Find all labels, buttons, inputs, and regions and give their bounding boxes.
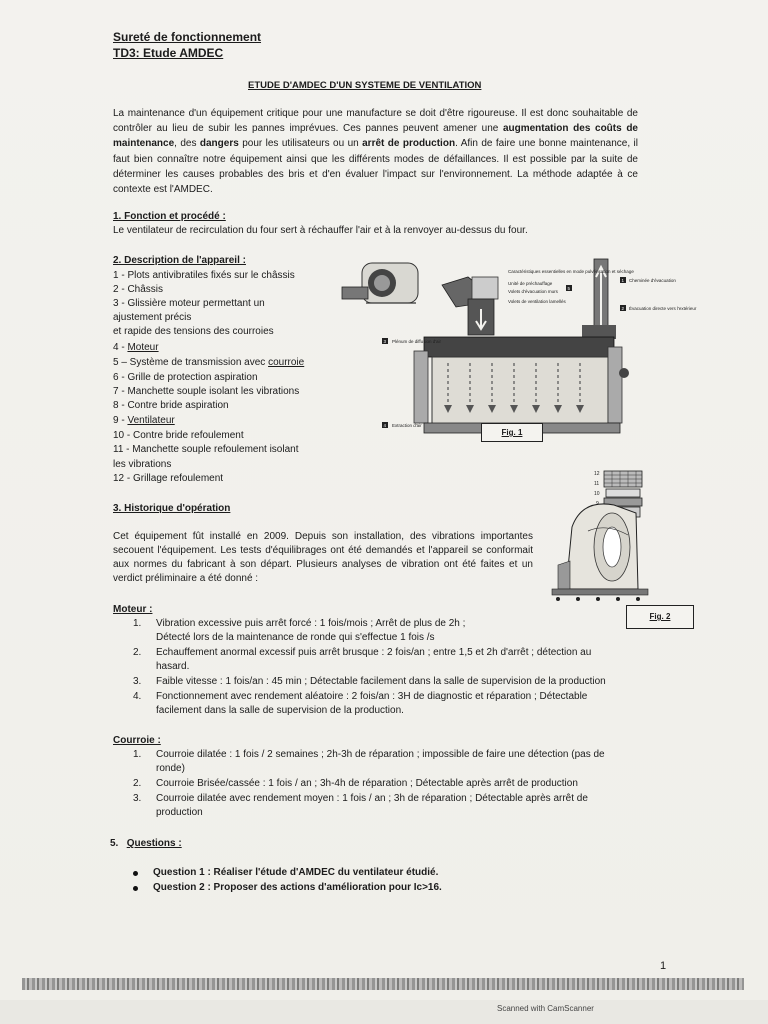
course-title: Sureté de fonctionnement [113,30,262,44]
scanner-watermark: Scanned with CamScanner [497,1004,594,1013]
figure-1-diagram [336,255,697,445]
section3-title: 3. Historique d'opération [113,503,231,514]
callout-number: 3 [383,339,387,344]
list-item: 7 - Manchette souple isolant les vibrations [113,386,300,397]
list-item: 11 - Manchette souple refoulement isolant [113,444,299,455]
section2-title: 2. Description de l'appareil : [113,255,246,266]
list-item: 5 – Système de transmission avec courroie [113,357,305,368]
questions-heading: 5. Questions : [110,838,182,849]
callout-text: Caractéristiques essentielles en mode pulvérisation et séchage [508,269,634,274]
figure-1-label: Fig. 1 [481,423,543,442]
callout-text: Extraction d'air [392,423,422,428]
courroie-title: Courroie : [113,735,161,746]
list-item: ajustement précis [113,312,192,323]
list-item: 9 - Ventilateur [113,415,175,426]
list-item: 8 - Contre bride aspiration [113,400,229,411]
callout-number: 4 [383,423,387,428]
callout-text: Plénum de diffusion d'air [392,339,442,344]
list-item: 12 - Grillage refoulement [113,473,224,484]
td-title: TD3: Etude AMDEC [113,46,224,60]
callout-text: Unité de préchauffage [508,281,553,286]
list-item: 10 - Contre bride refoulement [113,430,244,441]
list-item: les vibrations [113,459,172,470]
section3-text: Cet équipement fût installé en 2009. Depuis son installation, des vibrations importantes secouent l'équipement. Les tests d'équilibrages ont été demandés et l'appareil se conformait aux normes du fabricant à son départ. Plusieurs analyses de vibration ont été faites et un verdict préliminaire a été donné : [113,531,533,584]
list-item: 6 - Grille de protection aspiration [113,372,258,383]
fan-assembly-drawing [552,471,648,601]
callout-number: 12 [594,471,600,477]
moteur-title: Moteur : [113,604,153,615]
callout-text: Cheminée d'évacuation [629,278,676,283]
list-item: 4 - Moteur [113,342,159,353]
page-bottom-edge [22,978,744,990]
callout-number: 1 [621,278,625,283]
list-item: 2 - Châssis [113,284,164,295]
callout-number: 9 [596,501,599,507]
intro-paragraph: La maintenance d'un équipement critique pour une manufacture se doit d'être rigoureuse. Il est donc souhaitable de contrôler au lieu de subir les pannes imprévues. Ces pannes peuvent amener une augmentation des coûts de maintenance, des dangers pour les utilisateurs ou un arrêt de production. Afin de faire une bonne maintenance, il faut bien connaître notre équipement ainsi que les différents modes de défaillances. Il est possible par la suite de déterminer les causes probables des bris et d'en évaluer l'impact sur l'environnement. La méthode adaptée à ce contexte est l'AMDEC. [113,108,638,196]
list-item: 1 - Plots antivibratiles fixés sur le châssis [113,270,295,281]
callout-text: Évacuation directe vers l'extérieur [629,306,697,311]
figure-2-diagram [542,465,672,613]
callout-text: Volets de ventilation lamellés [508,299,566,304]
callout-number: 2 [621,306,625,311]
list-item: 3 - Glissière moteur permettant un [113,298,265,309]
section1-text: Le ventilateur de recirculation du four sert à réchauffer l'air et à la renvoyer au-dessus du four. [113,225,528,236]
page-title: ETUDE D'AMDEC D'UN SYSTEME DE VENTILATION [248,80,482,91]
section1-title: 1. Fonction et procédé : [113,211,226,222]
page-number: 1 [660,960,667,972]
oven-drawing [414,337,629,433]
list-item: et rapide des tensions des courroies [113,326,274,337]
callout-number: 10 [594,491,600,497]
fan-unit-drawing [342,263,418,303]
callout-number: 5 [567,286,571,291]
callout-number: 11 [594,481,600,487]
figure-2-label: Fig. 2 [626,605,694,629]
callout-text: Volets d'évacuation murs [508,289,558,294]
